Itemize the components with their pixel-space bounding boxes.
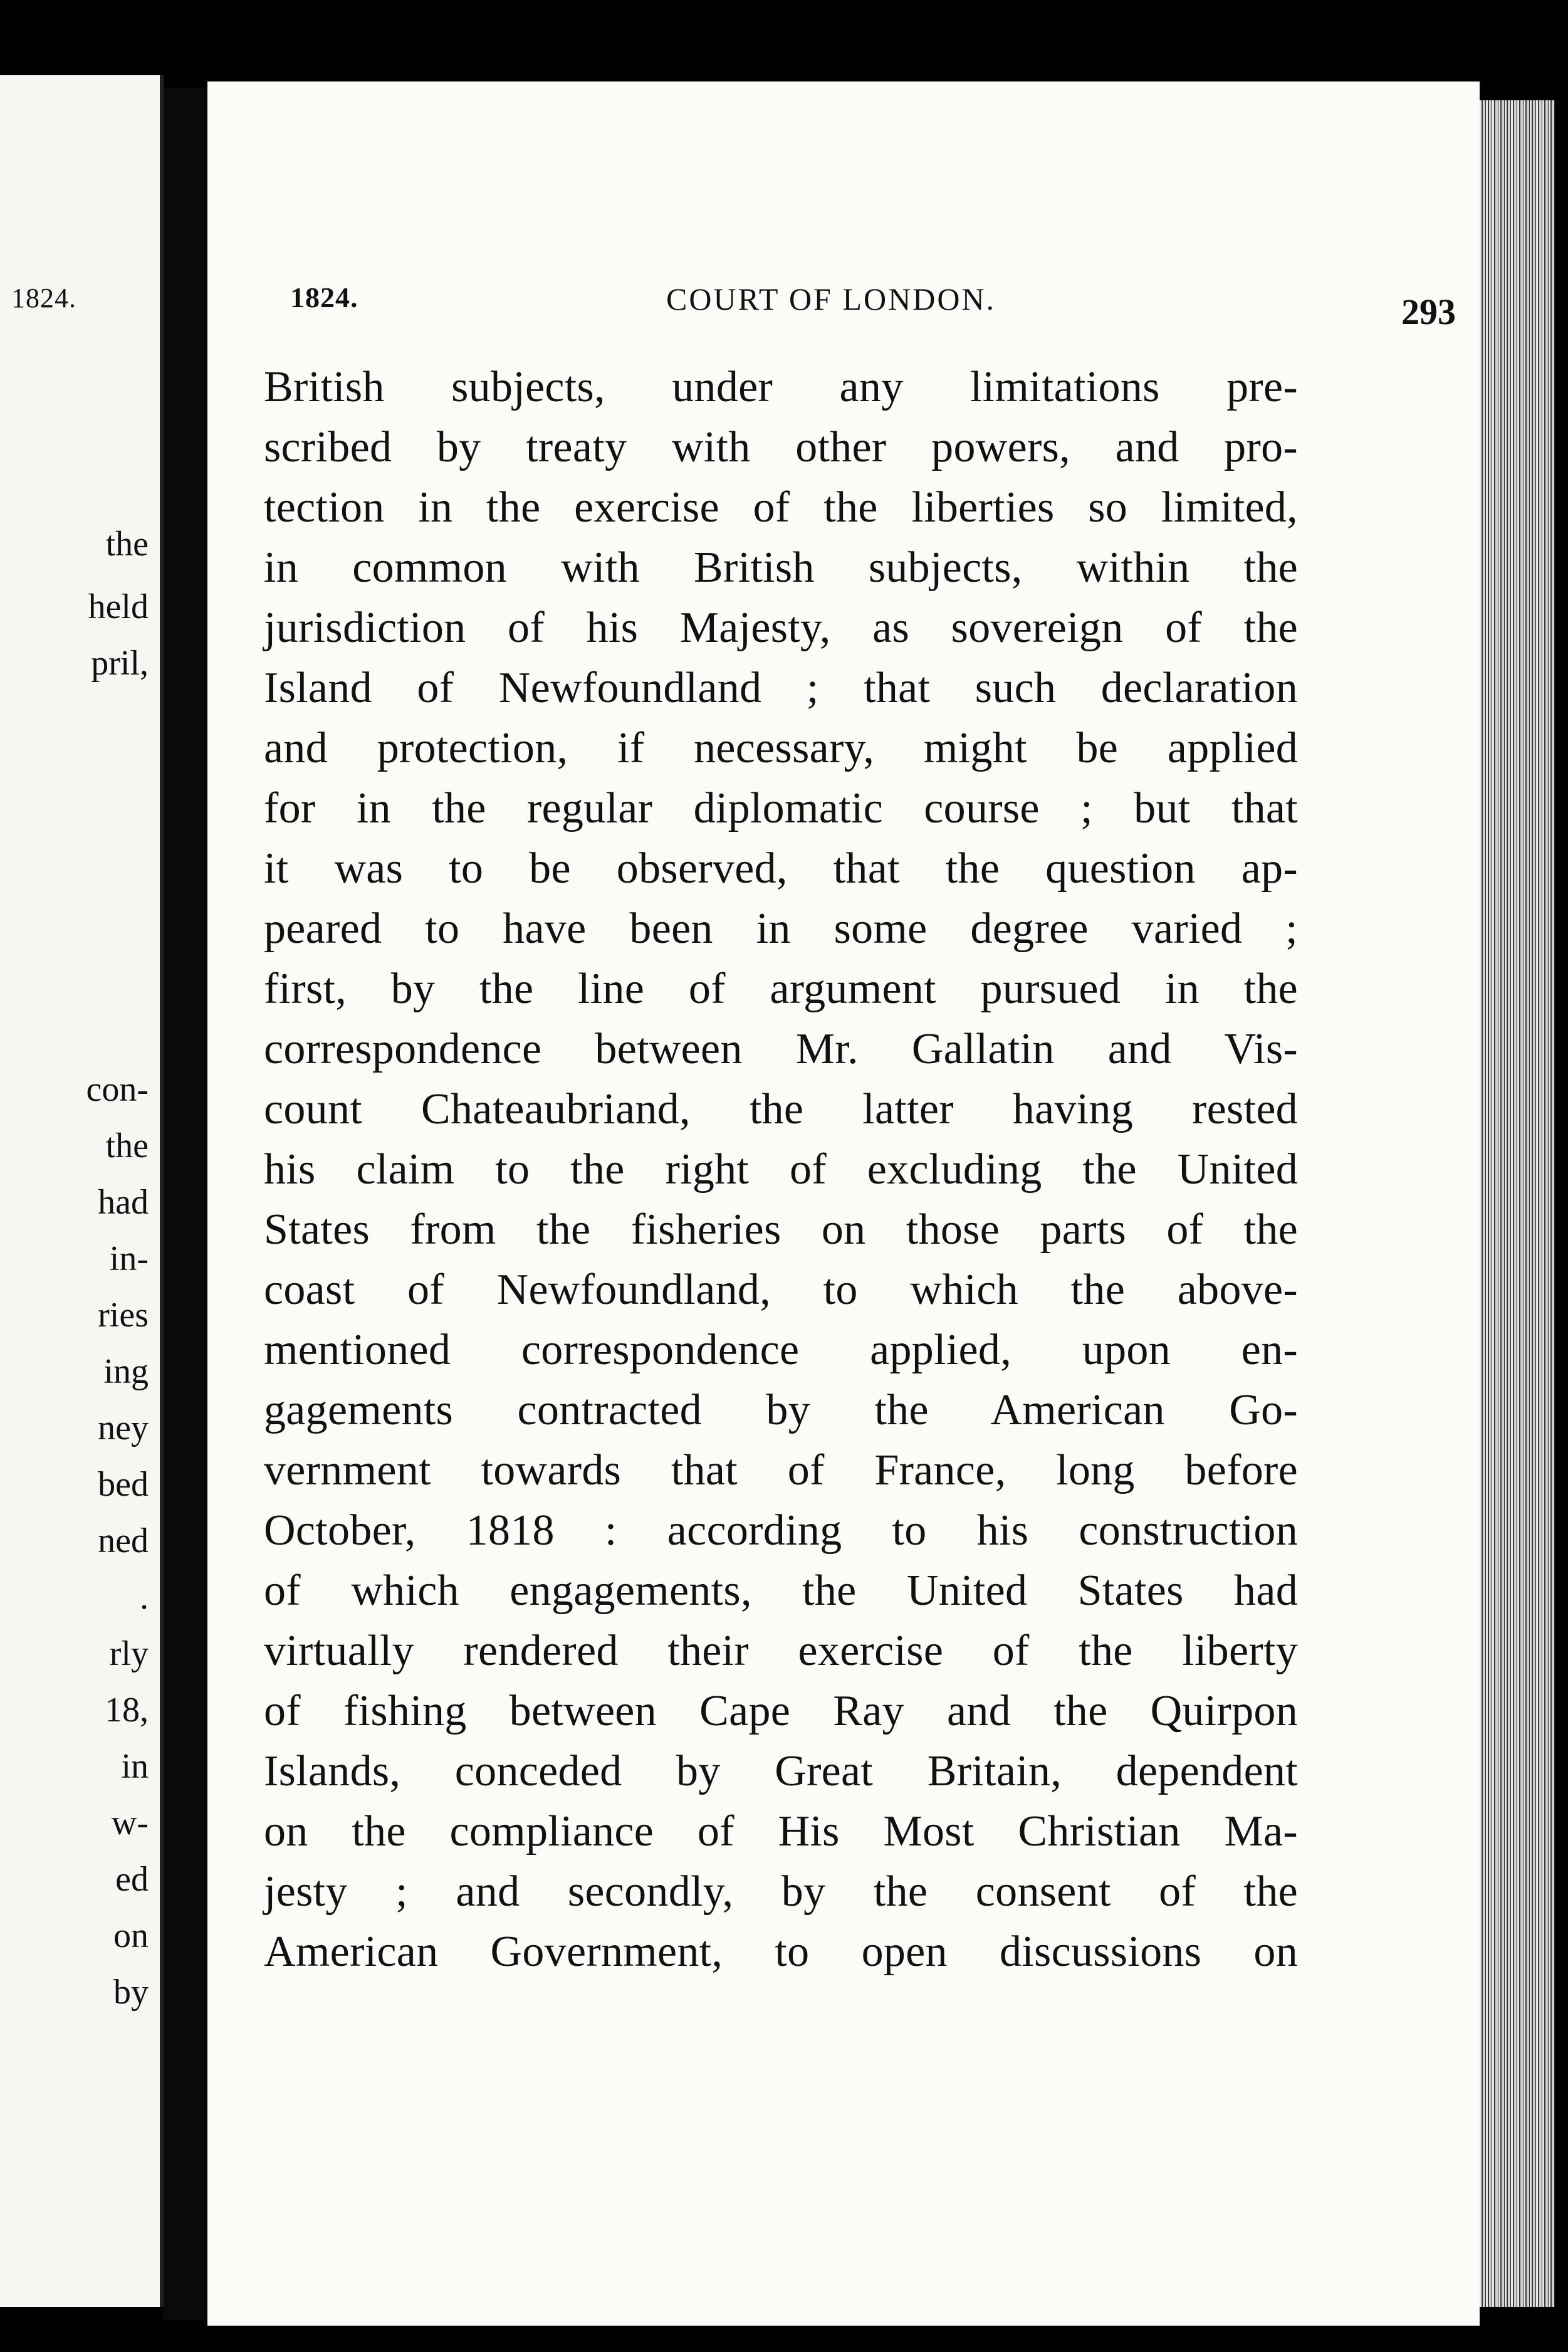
running-head-year: 1824. (290, 281, 358, 313)
book-gutter (164, 88, 207, 2319)
previous-page-line-fragment: ries (98, 1296, 149, 1335)
text-line: mentioned correspondence applied, upon en- (264, 1326, 1298, 1374)
previous-page-line-fragment: rly (109, 1634, 149, 1673)
previous-page-line-fragment: bed (98, 1465, 149, 1504)
previous-page-line-fragment: ney (98, 1409, 149, 1447)
text-line: vernment towards that of France, long before (264, 1446, 1298, 1494)
page-number: 293 (1401, 291, 1456, 332)
text-line: of fishing between Cape Ray and the Quirpon (264, 1687, 1298, 1735)
text-line: States from the fisheries on those parts of the (264, 1205, 1298, 1254)
text-line: first, by the line of argument pursued in the (264, 965, 1298, 1013)
text-line: on the compliance of His Most Christian Ma- (264, 1807, 1298, 1856)
text-line: in common with British subjects, within the (264, 543, 1298, 592)
text-line: correspondence between Mr. Gallatin and Vis- (264, 1025, 1298, 1073)
text-line: gagements contracted by the American Go- (264, 1386, 1298, 1434)
previous-page-line-fragment: ing (103, 1352, 149, 1391)
previous-page-fragment (0, 75, 164, 2307)
previous-page-line-fragment: on (113, 1916, 149, 1955)
previous-page-line-fragment: the (105, 525, 149, 564)
previous-page-line-fragment: by (113, 1973, 149, 2012)
page-293 (207, 81, 1480, 2326)
text-line: Islands, conceded by Great Britain, dependent (264, 1747, 1298, 1795)
text-line: count Chateaubriand, the latter having rested (264, 1085, 1298, 1133)
text-line: for in the regular diplomatic course ; but that (264, 784, 1298, 832)
text-line: and protection, if necessary, might be applied (264, 724, 1298, 772)
previous-page-line-fragment: had (98, 1183, 149, 1222)
text-line: scribed by treaty with other powers, and pro- (264, 423, 1298, 471)
text-line: jurisdiction of his Majesty, as sovereign of the (264, 604, 1298, 652)
previous-page-line-fragment: pril, (91, 644, 149, 683)
previous-page-line-fragment: con- (86, 1070, 149, 1109)
text-line: his claim to the right of excluding the United (264, 1145, 1298, 1194)
text-line: tection in the exercise of the liberties so limited, (264, 483, 1298, 532)
previous-page-running-head-year: 1824. (11, 283, 76, 313)
text-line: peared to have been in some degree varied ; (264, 905, 1298, 953)
running-head-title: COURT OF LONDON. (666, 281, 996, 317)
body-text (264, 357, 1298, 1982)
text-line: British subjects, under any limitations pre- (264, 363, 1298, 411)
previous-page-line-fragment: w- (111, 1803, 149, 1842)
previous-page-line-fragment: in- (109, 1239, 149, 1278)
previous-page-line-fragment: ned (98, 1521, 149, 1560)
text-line: jesty ; and secondly, by the consent of the (264, 1867, 1298, 1916)
previous-page-line-fragment: . (140, 1578, 149, 1617)
text-line: coast of Newfoundland, to which the above- (264, 1266, 1298, 1314)
previous-page-line-fragment: ed (115, 1860, 149, 1899)
running-head (290, 281, 1456, 344)
text-line: Island of Newfoundland ; that such declaration (264, 664, 1298, 712)
previous-page-line-fragment: in (121, 1747, 149, 1786)
text-line: virtually rendered their exercise of the liberty (264, 1627, 1298, 1675)
previous-page-line-fragment: 18, (105, 1691, 149, 1730)
text-line: October, 1818 : according to his construction (264, 1506, 1298, 1555)
page-edges (1480, 100, 1555, 2307)
previous-page-line-fragment: the (105, 1126, 149, 1165)
text-line: it was to be observed, that the question ap- (264, 844, 1298, 893)
text-line: of which engagements, the United States had (264, 1567, 1298, 1615)
text-line: American Government, to open discussions on (264, 1928, 1298, 1976)
previous-page-line-fragment: held (88, 587, 149, 626)
